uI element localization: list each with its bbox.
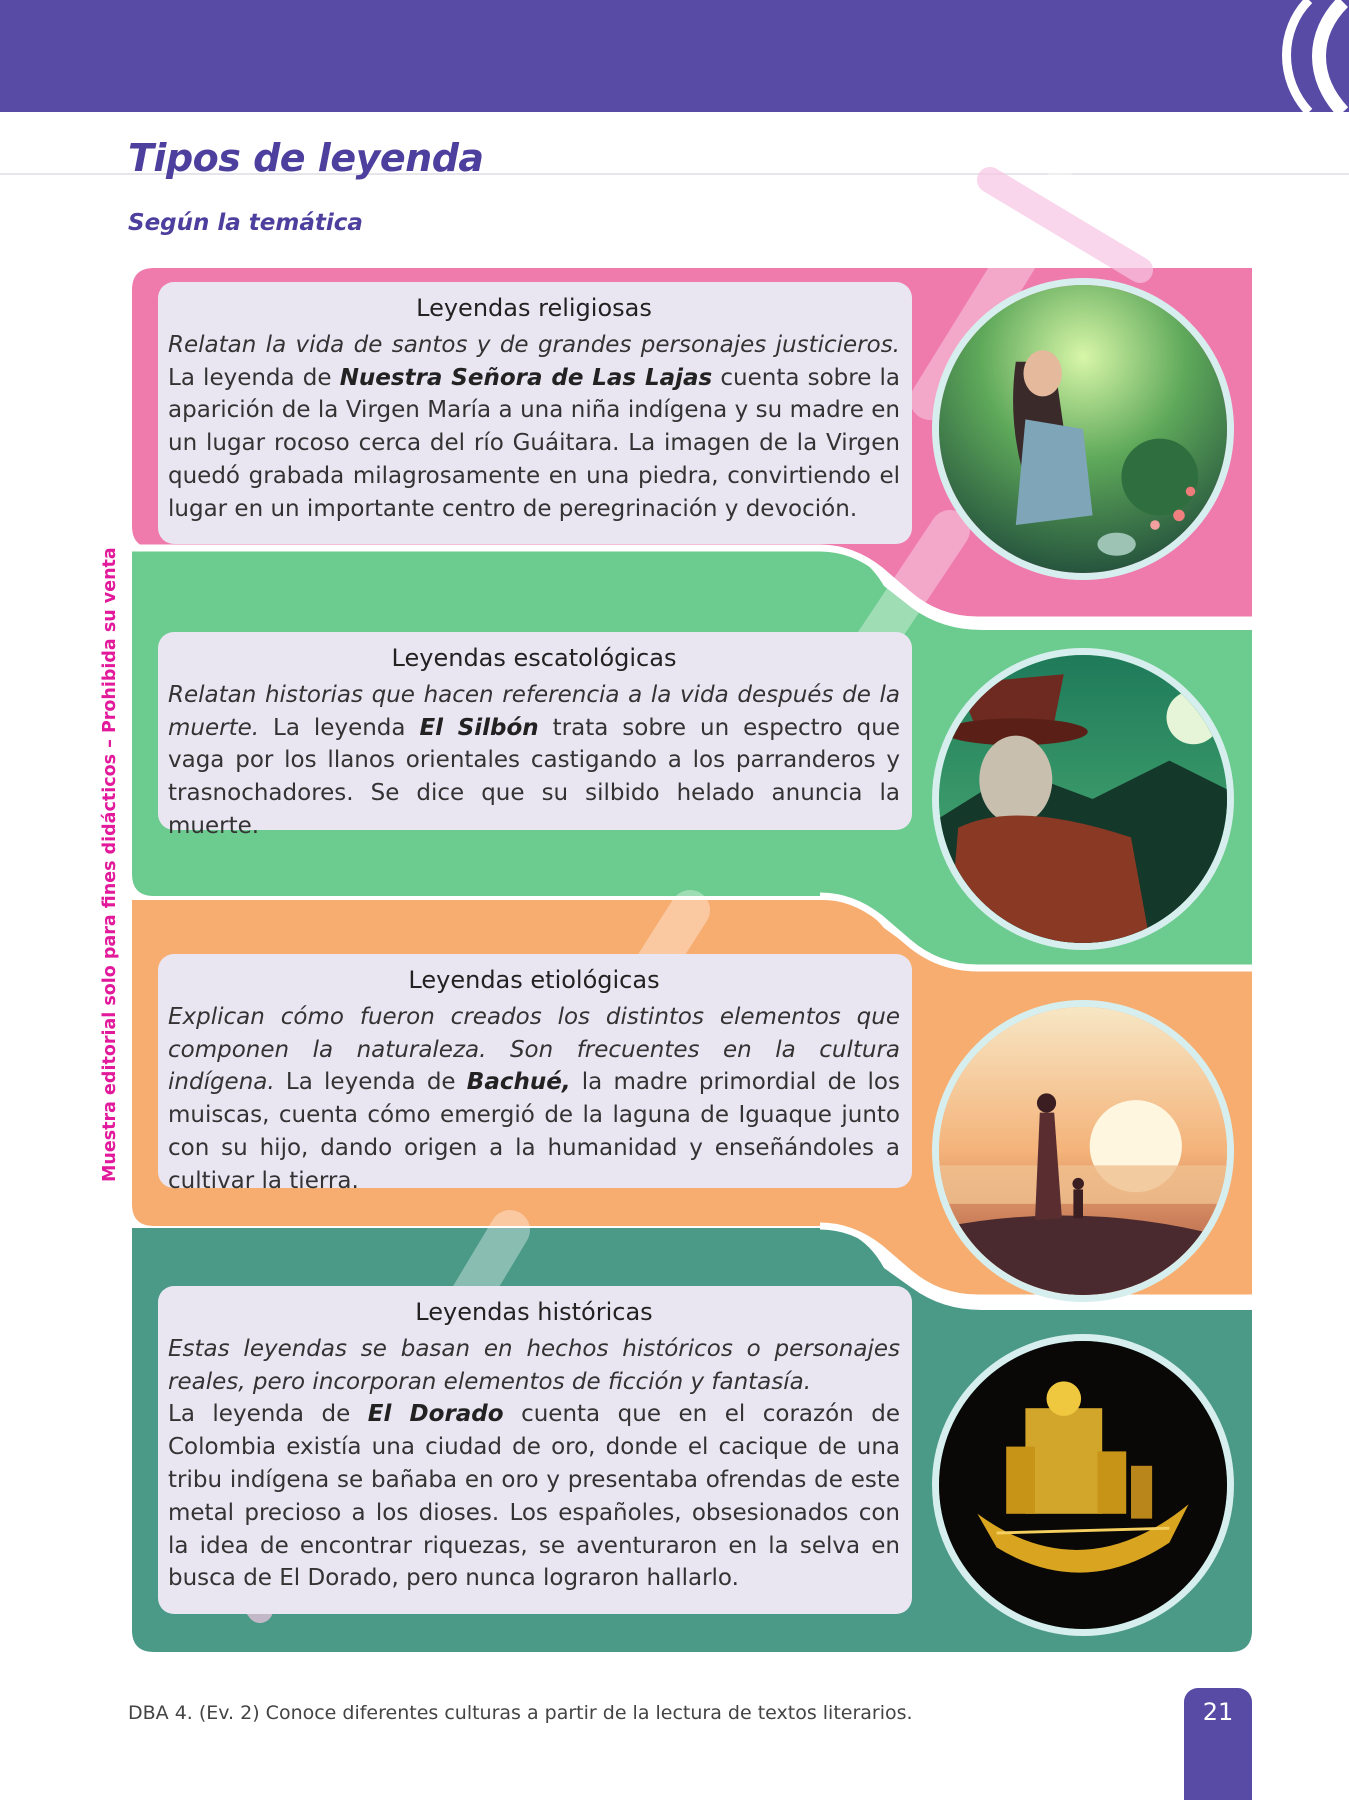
card-text: trata sobre un espectro que vaga por los llanos orientales castigando a los parranderos y trasnochadores. Se dice que su silbido helado anuncia la muerte. <box>168 714 900 839</box>
card-etiologicas <box>158 954 912 1194</box>
sunset-illustration <box>939 1007 1227 1295</box>
card-heading: Leyendas religiosas <box>416 294 652 322</box>
specter-illustration <box>939 655 1227 943</box>
card-escatologicas <box>158 632 912 839</box>
card-historicas <box>158 1286 912 1614</box>
golden-raft-illustration <box>939 1341 1227 1629</box>
page-number: 21 <box>1184 1688 1252 1800</box>
footer-dba-note: DBA 4. (Ev. 2) Conoce diferentes culturas a partir de la lectura de textos literarios. <box>128 1702 913 1724</box>
image-girl-in-forest <box>932 278 1234 580</box>
image-bachue <box>932 1000 1234 1302</box>
forest-illustration <box>939 285 1227 573</box>
card-legend-name: Nuestra Señora de Las Lajas <box>339 364 713 391</box>
image-el-dorado <box>932 1334 1234 1636</box>
card-text: la madre primordial de los muiscas, cuenta cómo emergió de la laguna de Iguaque junto con su hijo, dando origen a la humanidad y enseñándoles a cultivar la tierra. <box>168 1069 900 1194</box>
card-text: La leyenda <box>259 714 420 741</box>
header-bar <box>0 0 1349 112</box>
card-intro: Relatan historias que hacen referencia a la vida después de la muerte. <box>168 681 900 741</box>
card-text: cuenta sobre la aparición de la Virgen María a una niña indígena y su madre en un lugar rocoso cerca del río Guáitara. La imagen de la Virgen quedó grabada milagrosamente en una piedra, convirtiendo el lugar en un importante centro de peregrinación y devoción. <box>168 364 900 522</box>
card-text: La leyenda de <box>168 1401 368 1428</box>
card-body <box>168 679 900 843</box>
card-intro: Estas leyendas se basan en hechos históricos o personajes reales, pero incorporan elementos de ficción y fantasía. <box>168 1335 900 1395</box>
card-legend-name: Bachué, <box>466 1069 571 1096</box>
card-body <box>168 1333 900 1595</box>
card-heading: Leyendas históricas <box>415 1298 653 1326</box>
card-text: La leyenda de <box>274 1069 467 1096</box>
card-intro: Relatan la vida de santos y de grandes personajes justicieros. <box>168 331 900 358</box>
card-religiosas <box>158 282 912 544</box>
page-title: Tipos de leyenda <box>128 136 484 180</box>
image-el-silbon <box>932 648 1234 950</box>
card-text: La leyenda de <box>168 364 340 391</box>
card-text: cuenta que en el corazón de Colombia existía una ciudad de oro, donde el cacique de una tribu indígena se bañaba en oro y presentaba ofrendas de este metal precioso a los dioses. Los españoles, obsesionados con la idea de encontrar riquezas, se aventuraron en la selva en busca de El Dorado, pero nunca lograron hallarlo. <box>168 1401 901 1592</box>
card-legend-name: El Silbón <box>419 714 539 741</box>
header-arc-decoration <box>1239 0 1349 112</box>
card-body <box>168 329 900 526</box>
page-subtitle: Según la temática <box>128 210 363 236</box>
card-intro: Explican cómo fueron creados los distintos elementos que componen la naturaleza. Son frecuentes en la cultura indígena. <box>168 1003 900 1096</box>
card-heading: Leyendas escatológicas <box>391 644 677 672</box>
side-note: Muestra editorial solo para fines didácticos – Prohibida su venta <box>100 547 120 1182</box>
card-body <box>168 1001 900 1198</box>
card-legend-name: El Dorado <box>367 1401 504 1428</box>
card-heading: Leyendas etiológicas <box>408 966 660 994</box>
